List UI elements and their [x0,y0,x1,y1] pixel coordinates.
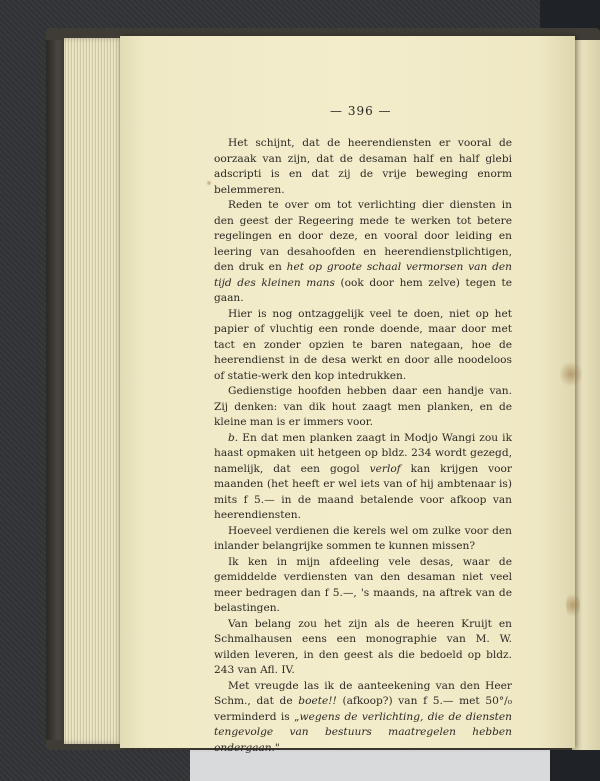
foxing-stain [566,590,580,620]
text-run: Het schijnt, dat de heerendiensten er vooral de oorzaak van zijn, dat de desaman half en half glebi adscripti is en dat zij de vrije beweging enorm belemmeren. [214,137,512,196]
text-run: Reden te over om tot verlichting dier diensten in den geest der Regeering mede te werken tot betere regelingen en door deze, en vooral door leiding en leering van desahoofden en heerendienstplichtigen, den druk en [214,199,512,273]
paragraph [214,198,512,307]
text-run: (afkoop?) van f 5.— met 50°/₀ verminderd is „ [214,695,512,723]
text-run: En dat men planken zaagt in Modjo Wangi zou ik haast opmaken uit hetgeen op bldz. 234 wordt gezegd, namelijk, dat een gogol [214,431,512,475]
text-run: Van belang zou het zijn als de heeren Kruijt en Schmalhausen eens een monographie van M. W. wilden leveren, in den geest als die bedoeld op bldz. 243 van Afl. IV. [214,617,512,676]
facing-page-edge [572,40,600,750]
paragraph [214,384,512,431]
foxing-stain [206,180,212,186]
text-run: Hier is nog ontzaggelijk veel te doen, niet op het papier of vluchtig een ronde doende, maar door met tact en zonder opzien te baren nategaan, hoe de heerendienst in de desa werkt en door alle noodeloos of statie-werk den kop intedrukken. [214,307,512,382]
text-run: Met vreugde las ik de aanteekening van den Heer Schm., dat de [214,679,512,707]
italic-run: verlof [369,462,401,475]
page-stack-edges [64,38,124,744]
paragraph [214,136,512,198]
italic-run: wegens de verlichting, die de diensten tengevolge van bestuurs maatregelen hebben ondergaan. [214,710,512,754]
italic-run: b. [228,431,239,444]
italic-run: het op groote schaal vermorsen van den tijd des kleinen mans [214,261,512,289]
text-run: (ook door hem zelve) tegen te gaan. [214,276,512,304]
text-run: kan krijgen voor maanden (het heeft er wel iets van of hij ambtenaar is) mits f 5.— in de maand betalende voor afkoop van heerendiensten. [214,462,512,521]
text-run: Ik ken in mijn afdeeling vele desas, waar de gemiddelde verdiensten van den desaman niet veel meer bedragen dan f 5.—, 's maands, na aftrek van de belastingen. [214,555,512,614]
paragraph [214,524,512,555]
paragraph [214,431,512,524]
text-run: Gedienstige hoofden hebben daar een handje van. Zij denken: van dik hout zaagt men planken, en de kleine man is er immers voor. [214,385,512,428]
paragraph [214,617,512,679]
page-number: — 396 — [330,104,392,118]
book-spine-edge [46,40,66,740]
text-run: " [274,741,280,754]
paragraph [214,679,512,757]
paragraph [214,555,512,617]
italic-run: boete!! [298,695,337,707]
text-run: Hoeveel verdienen die kerels wel om zulke voor den inlander belangrijke sommen te kunnen missen? [214,524,512,552]
foxing-stain [560,360,582,388]
paragraph [214,307,512,385]
body-text [214,136,512,756]
